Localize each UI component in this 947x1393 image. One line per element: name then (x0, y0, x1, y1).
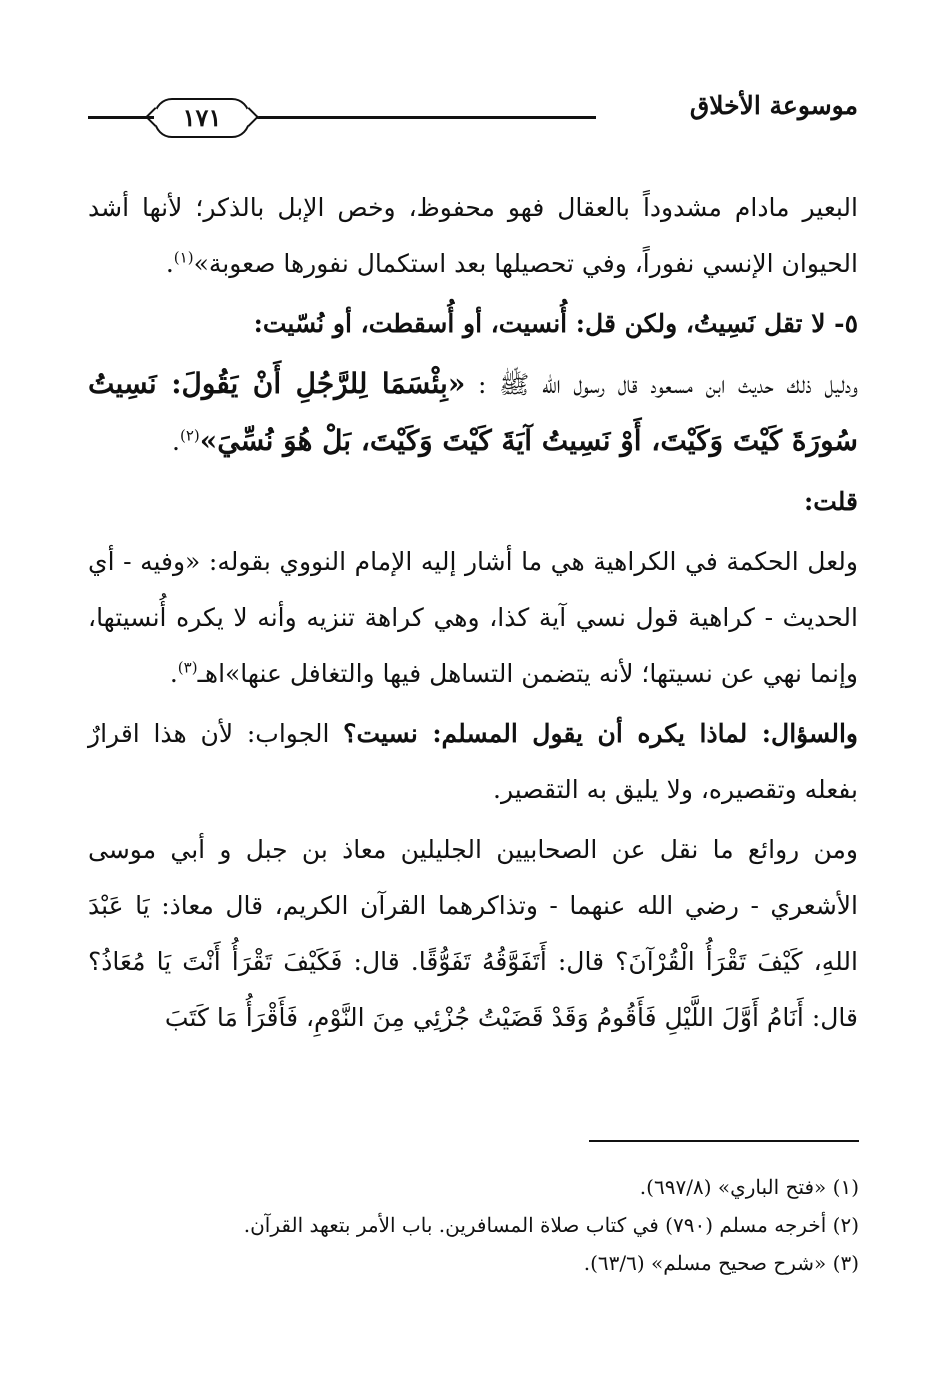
footnote-separator (589, 1140, 859, 1142)
muadh-qala-1: قال: (546, 947, 616, 976)
footnote-1: (١) «فتح الباري» (٦٩٧/٨). (639, 1175, 859, 1199)
footnotes (89, 1168, 859, 1282)
paragraph-hadith (88, 356, 858, 470)
footnote-ref-3: (٣) (177, 658, 198, 677)
muadh-q1: يَا عَبْدَ اللهِ، كَيْفَ تَقْرَأُ الْقُرْآنَ؟ (88, 891, 858, 976)
main-text (88, 180, 858, 1046)
footnote-ref-2: (٢) (179, 426, 200, 445)
question-text: والسؤال: لماذا يكره أن يقول المسلم: نسيت؟ (343, 719, 858, 748)
hadith-end: . (172, 427, 180, 456)
paragraph-1 (88, 180, 858, 292)
header-rule-left (88, 116, 154, 119)
footnote-2: (٢) أخرجه مسلم (٧٩٠) في كتاب صلاة المسافرين. باب الأمر بتعهد القرآن. (243, 1213, 859, 1237)
paragraph-1-end: . (165, 249, 174, 278)
paragraph-1-text: البعير مادام مشدوداً بالعقال فهو محفوظ، وخص الإبل بالذكر؛ لأنها أشد الحيوان الإنسي نفوراً، وفي تحصيلها بعد استكمال نفورها صعوبة» (88, 193, 858, 278)
section-heading-5: ٥- لا تقل نَسِيتُ، ولكن قل: أُنسيت، أو أُسقطت، أو نُسّيت: (253, 309, 858, 338)
nawawi-text: ولعل الحكمة في الكراهية هي ما أشار إليه الإمام النووي بقوله: «وفيه - أي الحديث - كراهية قول نسي آية كذا، وهي كراهة تنزيه وأنه لا يكره أُنسيتها، وإنما نهي عن نسيتها؛ لأنه يتضمن التساهل فيها والتغافل عنها»اهـ (88, 547, 858, 688)
muadh-intro: ومن روائع ما نقل عن الصحابيين الجليلين معاذ بن جبل و أبي موسى الأشعري - رضي الله عنهما - وتذاكرهما القرآن الكريم، قال معاذ: (88, 835, 858, 920)
page-number-badge: ١٧١ (154, 98, 250, 138)
running-title: موسوعة الأخلاق (689, 91, 858, 120)
muadh-q2: فَكَيْفَ تَقْرَأُ أَنْتَ يَا مُعَاذُ؟ (88, 947, 343, 976)
qultu-heading: قلت: (803, 487, 858, 516)
hadith-intro: ودليل ذلك حديث ابن مسعود قال رسول الله ﷺ : (465, 370, 858, 399)
footnote-ref-1: (١) (173, 248, 194, 267)
nawawi-end: . (169, 659, 178, 688)
muadh-a2: أَنَامُ أَوَّلَ اللَّيْلِ فَأَقُومُ وَقَدْ قَضَيْتُ جُزْئِي مِنَ النَّوْمِ، فَأَقْرَأُ مَا كَتَبَ (164, 1003, 804, 1032)
answer-text: الجواب: لأن هذا اقرارٌ بفعله وتقصيره، ولا يليق به التقصير. (88, 719, 858, 804)
paragraph-muadh (88, 822, 858, 1046)
paragraph-nawawi (88, 534, 858, 702)
footnote-3: (٣) «شرح صحيح مسلم» (٦٣/٦). (583, 1251, 859, 1275)
muadh-a1: أَتَفَوَّقُهُ تَفَوُّقًا (418, 947, 547, 976)
muadh-qala-3: قال: (803, 1003, 858, 1032)
hadith-quote: «بِئْسَمَا لِلرَّجُلِ أَنْ يَقُولَ: نَسِيتُ سُورَةَ كَيْتَ وَكَيْتَ، أَوْ نَسِيتُ آيَةَ كَيْتَ وَكَيْتَ، بَلْ هُوَ نُسِّيَ» (88, 367, 858, 457)
muadh-qala-2: . قال: (342, 947, 419, 976)
paragraph-question (88, 706, 858, 818)
page-header (88, 86, 858, 146)
